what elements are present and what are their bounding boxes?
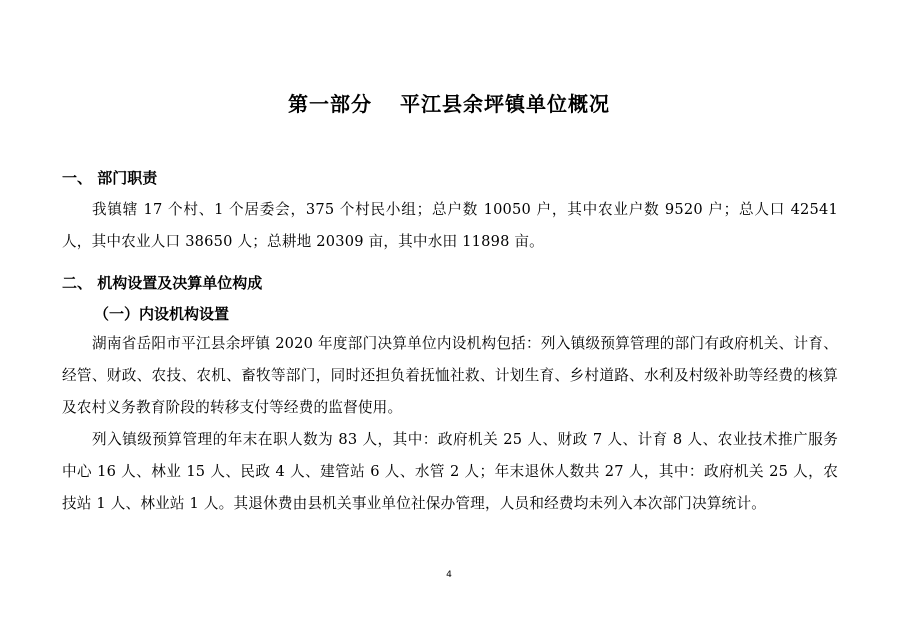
section-heading-organization: 二、 机构设置及决算单位构成 (62, 274, 263, 292)
subsection-heading-internal: （一）内设机构设置 (94, 305, 230, 323)
paragraph-internal-org: 湖南省岳阳市平江县余坪镇 2020 年度部门决算单位内设机构包括：列入镇级预算管理的部门有政府机关、计育、经管、财政、农技、农机、畜牧等部门，同时还担负着抚恤社救、计划生育、乡村道路、水利及村级补助等经费的核算及农村义务教育阶段的转移支付等经费的监督使用。 (62, 335, 838, 416)
page-number: 4 (446, 570, 452, 580)
title-part: 第一部分 (288, 92, 372, 116)
title-name: 平江县余坪镇单位概况 (400, 92, 610, 116)
paragraph-duties: 我镇辖 17 个村、1 个居委会，375 个村民小组；总户数 10050 户，其中农业户数 9520 户；总人口 42541 人，其中农业人口 38650 人；总耕地 20309 亩，其中水田 11898 亩。 (62, 201, 838, 250)
paragraph-staffing: 列入镇级预算管理的年末在职人数为 83 人，其中：政府机关 25 人、财政 7 人、计育 8 人、农业技术推广服务中心 16 人、林业 15 人、民政 4 人、建管站 6 人、水管 2 人；年末退休人数共 27 人，其中：政府机关 25 人，农技站 1 人、林业站 1 人。其退休费由县机关事业单位社保办管理，人员和经费均未列入本次部门决算统计。 (62, 431, 838, 512)
section-heading-duties: 一、 部门职责 (62, 169, 158, 187)
page-title (0, 88, 898, 117)
